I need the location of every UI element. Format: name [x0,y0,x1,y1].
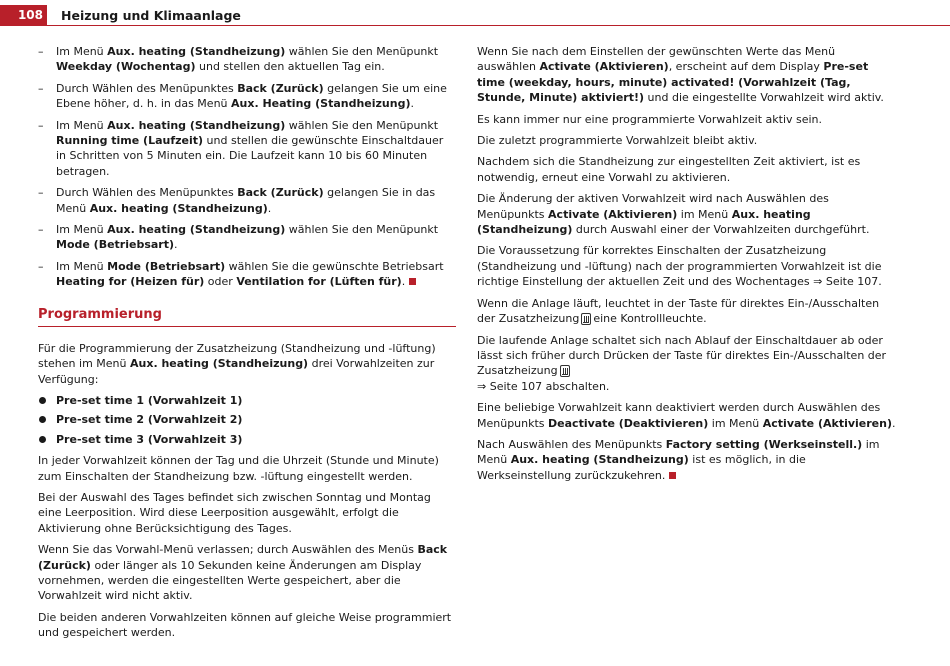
paragraph: In jeder Vorwahlzeit können der Tag und die Uhrzeit (Stunde und Minute) zum Einschalten der Standheizung bzw. -lüftung eingestellt werden. [38,454,439,483]
page-number: 108 [0,5,47,25]
paragraph: Wenn die Anlage läuft, leuchtet in der Taste für direktes Ein-/Ausschalten der Zusatzheizung eine Kontrollleuchte. [477,296,880,326]
instruction-list [38,44,456,290]
left-column [38,44,456,641]
list-item: – Im Menü Aux. heating (Standheizung) wählen Sie den Menüpunkt Mode (Betriebsart). [38,223,439,252]
bullet-icon [39,397,46,404]
intro-paragraph: Für die Programmierung der Zusatzheizung (Standheizung und -lüftung) stehen im Menü Aux. heating (Standheizung) drei Vorwahlzeiten zur Verfügung: [38,341,436,386]
list-item: – Durch Wählen des Menüpunktes Back (Zurück) gelangen Sie in das Menü Aux. heating (Standheizung). [38,186,436,215]
header-divider [0,25,950,26]
list-item: – Im Menü Aux. heating (Standheizung) wählen Sie den Menüpunkt Weekday (Wochentag) und stellen den aktuellen Tag ein. [38,45,439,74]
paragraph: Die Änderung der aktiven Vorwahlzeit wird nach Auswählen des Menüpunkts Activate (Aktivieren) im Menü Aux. heating (Standheizung) durch Auswahl einer der Vorwahlzeiten durchgeführt. [477,192,870,237]
aux-heating-button-icon [560,365,570,377]
aux-heating-button-icon [581,313,591,325]
paragraph: Nachdem sich die Standheizung zur eingestellten Zeit aktiviert, ist es notwendig, erneut eine Vorwahl zu aktivieren. [477,155,861,184]
dash-marker: – [38,118,44,132]
page-reference-arrow-icon: ⇒ [477,379,487,393]
page-reference-arrow-icon: ⇒ [813,275,823,289]
list-item: – Im Menü Mode (Betriebsart) wählen Sie die gewünschte Betriebsart Heating for (Heizen für) oder Ventilation for (Lüften für). [38,259,444,289]
section-heading: Programmierung [38,306,456,327]
paragraph: Wenn Sie nach dem Einstellen der gewünschten Werte das Menü auswählen Activate (Aktivieren), erscheint auf dem Display Pre-set time (weekday, hours, minute) activated! (Vorwahlzeit (Tag, Stunde, Minute) aktiviert!) und die eingestellte Vorwahlzeit wird aktiv. [477,45,884,105]
paragraph: Wenn Sie das Vorwahl-Menü verlassen; durch Auswählen des Menüs Back (Zurück) oder länger als 10 Sekunden keine Änderungen am Display vornehmen, werden die eingestellten Werte gespeichert, aber die Vorwahlzeit wird nicht aktiv. [38,543,448,603]
list-item: Pre-set time 2 (Vorwahlzeit 2) [38,412,456,427]
list-item: – Durch Wählen des Menüpunktes Back (Zurück) gelangen Sie um eine Ebene höher, d. h. in das Menü Aux. Heating (Standheizung). [38,81,447,111]
paragraph: Die Voraussetzung für korrektes Einschalten der Zusatzheizung (Standheizung und -lüftung) nach der programmierten Vorwahlzeit ist die richtige Einstellung der aktuellen Zeit und des Wochentages ⇒ Seite 107. [477,244,882,289]
dash-marker: – [38,81,44,95]
section-end-icon [409,278,416,285]
chapter-title: Heizung und Klimaanlage [61,8,241,23]
dash-marker: – [38,223,44,237]
list-item: – Im Menü Aux. heating (Standheizung) wählen Sie den Menüpunkt Running time (Laufzeit) und stellen die gewünschte Einschaltdauer in Schritten von 5 Minuten ein. Die Laufzeit kann 10 bis 60 Minuten betragen. [38,118,444,178]
page-header [0,0,950,27]
page-reference: Seite 107. [825,275,882,289]
dash-marker: – [38,259,44,273]
paragraph: Die beiden anderen Vorwahlzeiten können auf gleiche Weise programmiert und gespeichert werden. [38,610,452,640]
bullet-icon [39,416,46,423]
paragraph: Nach Auswählen des Menüpunkts Factory setting (Werkseinstell.) im Menü Aux. heating (Standheizung) ist es möglich, in die Werkseinstellung zurückzukehren. [477,437,880,482]
paragraph: Eine beliebige Vorwahlzeit kann deaktiviert werden durch Auswählen des Menüpunkts Deactivate (Deaktivieren) im Menü Activate (Aktivieren). [477,401,896,430]
page-reference: Seite 107 abschalten. [489,379,610,393]
right-column [477,44,897,483]
paragraph: Es kann immer nur eine programmierte Vorwahlzeit aktiv sein. [477,112,823,126]
paragraph: Bei der Auswahl des Tages befindet sich zwischen Sonntag und Montag eine Leerposition. Wird diese Leerposition ausgewählt, erfolgt die Aktivierung ohne Berücksichtigung des Tages. [38,490,431,535]
dash-marker: – [38,45,44,58]
dash-marker: – [38,186,44,200]
preset-list [38,393,456,447]
paragraph: Die laufende Anlage schaltet sich nach Ablauf der Einschaltdauer ab oder lässt sich früher durch Drücken der Taste für direktes Ein-/Ausschalten der Zusatzheizung ⇒ Seite 107 abschalten. [477,333,887,393]
section-end-icon [669,472,676,479]
list-item: Pre-set time 3 (Vorwahlzeit 3) [38,432,456,447]
list-item: Pre-set time 1 (Vorwahlzeit 1) [38,393,456,408]
paragraph: Die zuletzt programmierte Vorwahlzeit bleibt aktiv. [477,134,758,148]
bullet-icon [39,436,46,443]
